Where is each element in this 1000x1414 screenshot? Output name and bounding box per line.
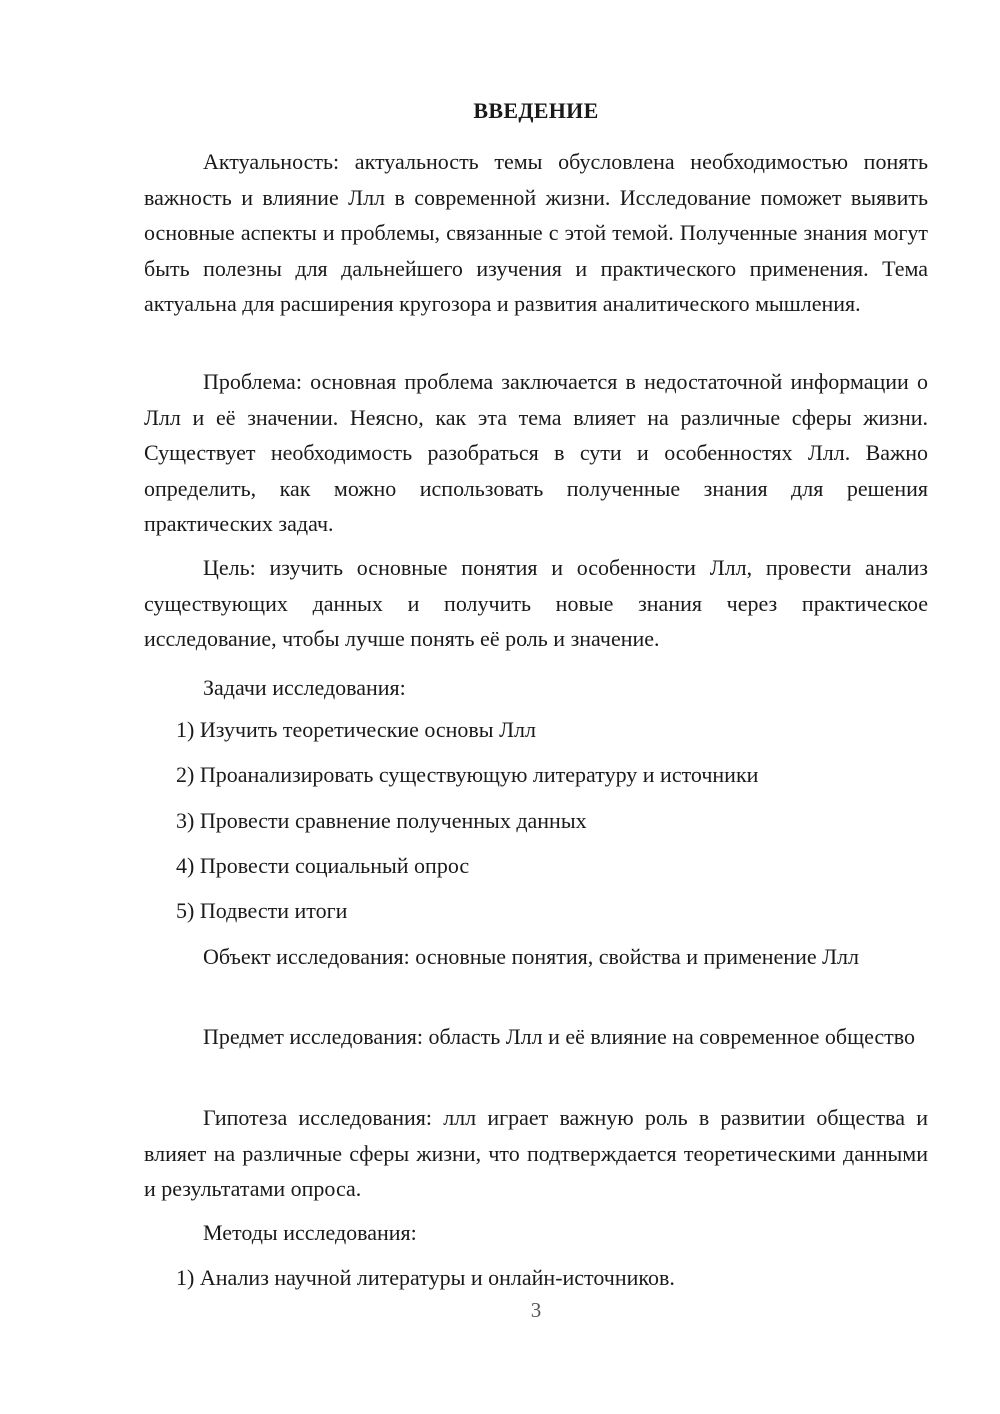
task-list-item: 5) Подвести итоги bbox=[176, 898, 348, 923]
section-title: ВВЕДЕНИЕ bbox=[473, 98, 599, 123]
tasks-heading: Задачи исследования: bbox=[203, 675, 406, 700]
methods-heading: Методы исследования: bbox=[203, 1220, 417, 1245]
paragraph-problem: Проблема: основная проблема заключается в недостаточной информации о Ллл и её значении. Неясно, как эта тема влияет на различные сферы жизни. Существует необходимость разобраться в сути и особенностях Ллл. Важно определить, как можно использовать полученные знания для решения практических задач. bbox=[144, 369, 928, 536]
task-list-item: 4) Провести социальный опрос bbox=[176, 853, 470, 878]
page-number: 3 bbox=[530, 1298, 542, 1322]
task-list-item: 1) Изучить теоретические основы Ллл bbox=[176, 717, 536, 742]
paragraph-object: Объект исследования: основные понятия, свойства и применение Ллл bbox=[203, 944, 859, 969]
method-list-item: 1) Анализ научной литературы и онлайн-источников. bbox=[176, 1265, 675, 1290]
task-list-item: 3) Провести сравнение полученных данных bbox=[176, 808, 587, 833]
paragraph-subject: Предмет исследования: область Ллл и её влияние на современное общество bbox=[203, 1024, 915, 1049]
paragraph-relevance: Актуальность: актуальность темы обусловлена необходимостью понять важность и влияние Ллл в современной жизни. Исследование поможет выявить основные аспекты и проблемы, связанные с этой темой. Полученные знания могут быть полезны для дальнейшего изучения и практического применения. Тема актуальна для расширения кругозора и развития аналитического мышления. bbox=[144, 149, 928, 316]
task-list-item: 2) Проанализировать существующую литературу и источники bbox=[176, 762, 759, 787]
paragraph-goal: Цель: изучить основные понятия и особенности Ллл, провести анализ существующих данных и получить новые знания через практическое исследование, чтобы лучше понять её роль и значение. bbox=[144, 555, 928, 651]
paragraph-hypothesis: Гипотеза исследования: ллл играет важную роль в развитии общества и влияет на различные сферы жизни, что подтверждается теоретическими данными и результатами опроса. bbox=[144, 1105, 928, 1201]
